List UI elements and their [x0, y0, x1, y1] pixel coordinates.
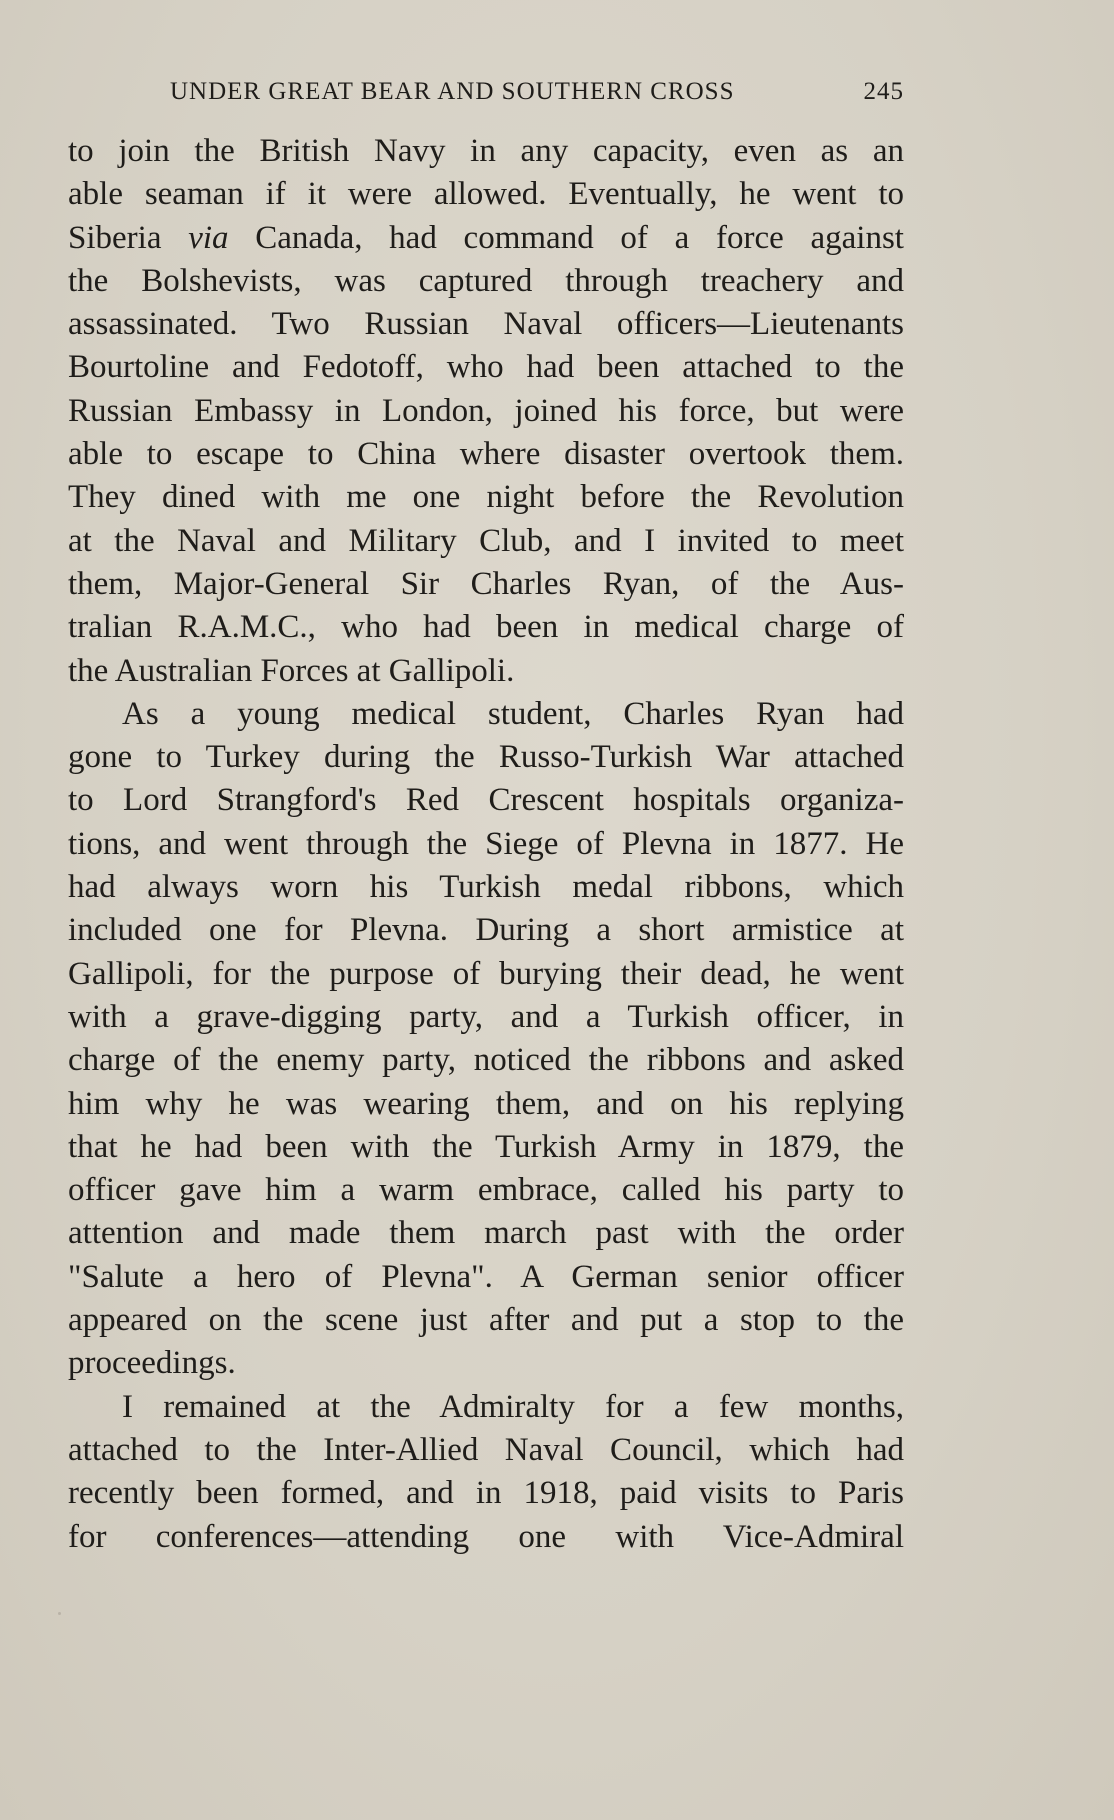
text-line: had always worn his Turkish medal ribbons, which	[68, 869, 904, 906]
text-line: They dined with me one night before the Revolution	[68, 479, 904, 516]
text-line: proceedings.	[68, 1345, 236, 1382]
running-title: UNDER GREAT BEAR AND SOUTHERN CROSS	[170, 78, 735, 105]
text-line: that he had been with the Turkish Army in 1879, the	[68, 1128, 904, 1165]
text-line: attention and made them march past with the order	[68, 1215, 904, 1252]
text-line: with a grave-digging party, and a Turkish officer, in	[68, 998, 904, 1035]
text-line: tralian R.A.M.C., who had been in medical charge of	[68, 609, 904, 646]
paragraph-1	[68, 130, 904, 693]
running-head	[170, 78, 904, 114]
text-line: him why he was wearing them, and on his replying	[68, 1085, 904, 1122]
text-line: "Salute a hero of Plevna". A German senior officer	[68, 1258, 904, 1295]
paragraph-3	[68, 1386, 904, 1559]
paper-speck	[58, 1612, 61, 1615]
text-line: Bourtoline and Fedotoff, who had been attached to the	[68, 349, 904, 386]
body-text	[68, 130, 904, 1559]
text-line: to join the British Navy in any capacity, even as an	[68, 133, 904, 169]
text-line: to Lord Strangford's Red Crescent hospitals organiza-	[68, 782, 904, 819]
page-number: 245	[863, 78, 904, 105]
text-line: Gallipoli, for the purpose of burying their dead, he went	[68, 955, 904, 992]
text-line: able to escape to China where disaster overtook them.	[68, 436, 904, 473]
text-line: officer gave him a warm embrace, called his party to	[68, 1172, 904, 1209]
text-line: the Australian Forces at Gallipoli.	[68, 652, 515, 689]
text-line: included one for Plevna. During a short armistice at	[68, 912, 904, 949]
text-line: I remained at the Admiralty for a few months,	[122, 1388, 904, 1425]
text-line: the Bolshevists, was captured through treachery and	[68, 262, 904, 299]
text-line: Russian Embassy in London, joined his force, but were	[68, 392, 904, 429]
text-line: charge of the enemy party, noticed the ribbons and asked	[68, 1042, 904, 1079]
paragraph-2	[68, 693, 904, 1386]
text-line: Siberia via Canada, had command of a force against	[68, 219, 904, 256]
text-line: recently been formed, and in 1918, paid visits to Paris	[68, 1475, 904, 1512]
text-line: attached to the Inter-Allied Naval Council, which had	[68, 1431, 904, 1468]
text-line: As a young medical student, Charles Ryan had	[122, 695, 904, 732]
text-line: assassinated. Two Russian Naval officers—Lieutenants	[68, 306, 904, 343]
text-line: them, Major-General Sir Charles Ryan, of the Aus-	[68, 565, 904, 602]
text-line: appeared on the scene just after and put a stop to the	[68, 1302, 904, 1339]
text-line: tions, and went through the Siege of Plevna in 1877. He	[68, 825, 904, 862]
text-line: gone to Turkey during the Russo-Turkish War attached	[68, 739, 904, 776]
text-line: for conferences—attending one with Vice-Admiral	[68, 1518, 904, 1555]
text-line: able seaman if it were allowed. Eventually, he went to	[68, 176, 904, 213]
text-line: at the Naval and Military Club, and I invited to meet	[68, 522, 904, 559]
italic-word: via	[188, 219, 229, 256]
